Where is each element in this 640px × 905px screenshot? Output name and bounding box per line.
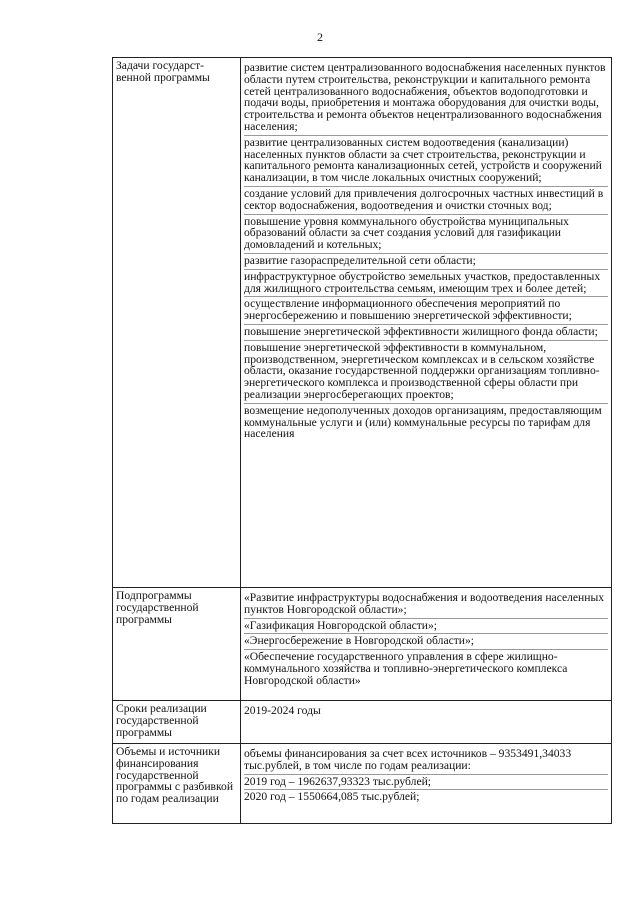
- row-label: Подпрограммы государственной программы: [113, 588, 241, 701]
- list-item: повышение энергетической эффективности в коммунальном, производственном, энергетическом комплексах и в сельском хозяйстве области, оказание государственной поддержки организациям топливно-энергетического комплекса и производственной сферы области при реализации энергосберегающих проектов;: [244, 340, 608, 403]
- page-number: 2: [317, 30, 323, 44]
- row-content: [241, 744, 612, 824]
- row-content: [241, 588, 612, 701]
- list-item: 2020 год – 1550664,085 тыс.рублей;: [244, 789, 608, 805]
- list-item: развитие централизованных систем водоотведения (канализации) населенных пунктов области за счет строительства, реконструкции и капитального ремонта канализационных сетей, устройств и сооружений канализации, в том числе локальных очистных сооружений;: [244, 135, 608, 186]
- row-label: Сроки реализации государственной программы: [113, 701, 241, 744]
- table-row: [113, 58, 612, 588]
- list-item: 2019-2024 годы: [244, 704, 321, 717]
- row-content: [241, 58, 612, 588]
- table-row: [113, 701, 612, 744]
- table-row: [113, 588, 612, 701]
- list-item: «Энергосбережение в Новгородской области»;: [244, 633, 608, 649]
- row-label: Объемы и источники финансирования государственной программы с разбивкой по годам реализации: [113, 744, 241, 824]
- list-item: осуществление информационного обеспечения мероприятий по энергосбережению и повышению энергетической эффективности;: [244, 296, 608, 324]
- list-item: развитие газораспределительной сети области;: [244, 253, 608, 269]
- list-item: повышение энергетической эффективности жилищного фонда области;: [244, 324, 608, 340]
- list-item: повышение уровня коммунального обустройства муниципальных образований области за счет создания условий для газификации домовладений и котельных;: [244, 214, 608, 253]
- list-item: инфраструктурное обустройство земельных участков, предоставленных для жилищного строительства семьям, имеющим трех и более детей;: [244, 269, 608, 297]
- list-item: развитие систем централизованного водоснабжения населенных пунктов области путем строительства, реконструкции и капитального ремонта сетей централизованного водоснабжения, объектов водоподготовки и подачи воды, приобретения и монтажа оборудования для очистки воды, строительства и ремонта объектов нецентрализованного водоснабжения населения;: [244, 61, 606, 133]
- table-row: [113, 744, 612, 824]
- list-item: «Газификация Новгородской области»;: [244, 618, 608, 634]
- list-item: возмещение недополученных доходов организациям, предоставляющим коммунальные услуги и (или) коммунальные ресурсы по тарифам для населения: [244, 403, 608, 442]
- list-item: «Развитие инфраструктуры водоснабжения и водоотведения населенных пунктов Новгородской области»;: [244, 591, 605, 616]
- list-item: создание условий для привлечения долгосрочных частных инвестиций в сектор водоснабжения, водоотведения и очистки сточных вод;: [244, 186, 608, 214]
- list-item: объемы финансирования за счет всех источников – 9353491,34033 тыс.рублей, в том числе по годам реализации:: [244, 747, 572, 772]
- list-item: 2019 год – 1962637,93323 тыс.рублей;: [244, 774, 608, 790]
- row-content: [241, 701, 612, 744]
- program-passport-table: [112, 57, 612, 824]
- list-item: «Обеспечение государственного управления в сфере жилищно-коммунального хозяйства и топливно-энергетического комплекса Новгородской области»: [244, 649, 608, 688]
- row-label: Задачи государст-венной программы: [113, 58, 241, 588]
